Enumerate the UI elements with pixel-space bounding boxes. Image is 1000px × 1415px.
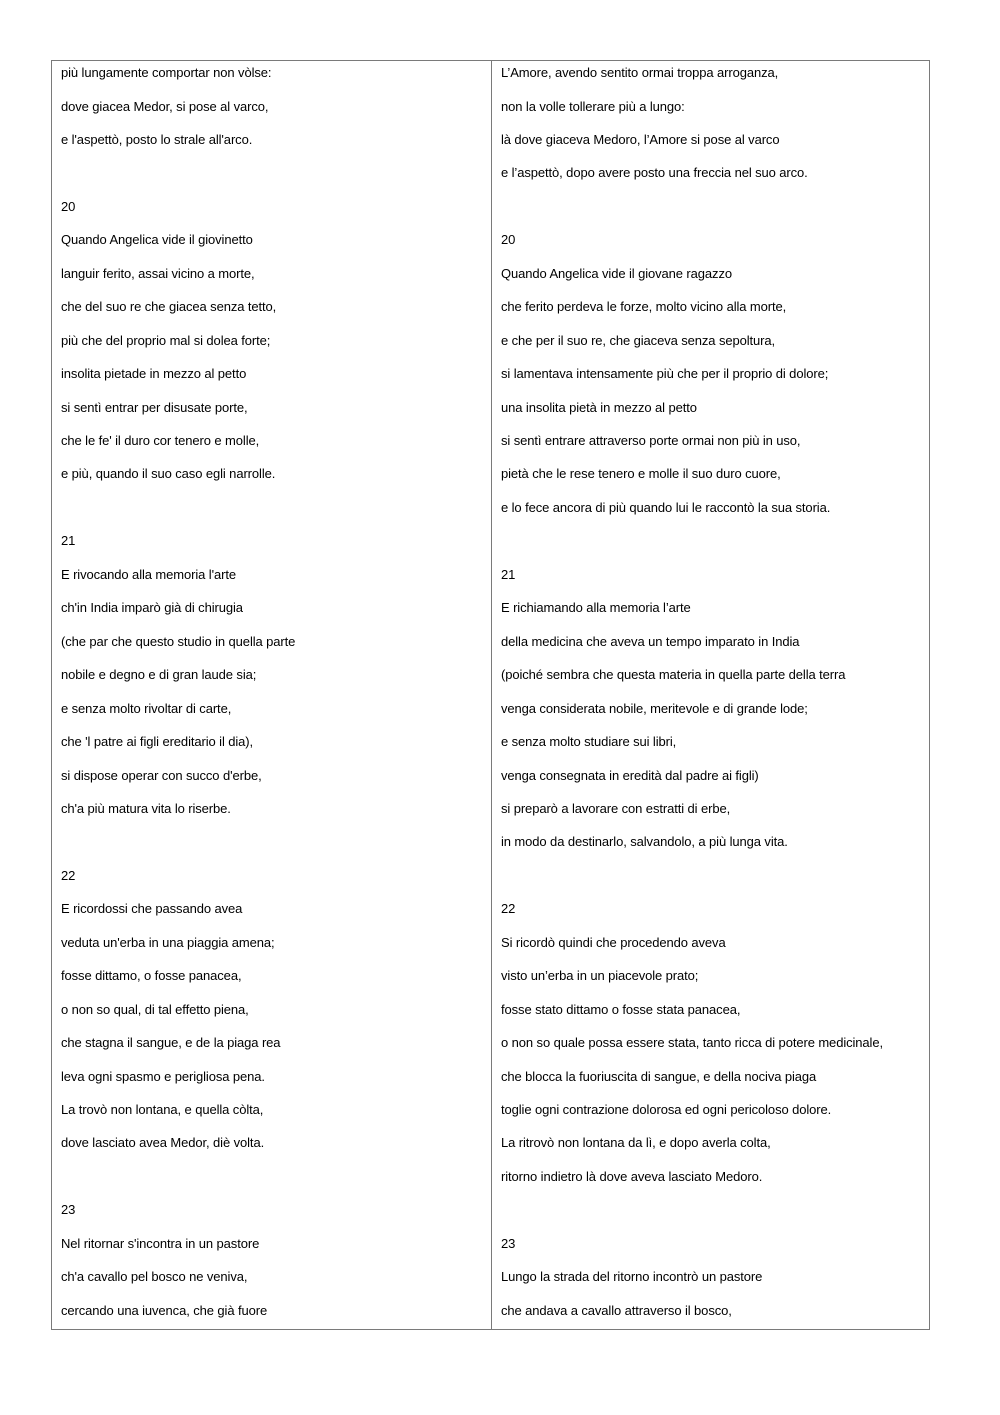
original-stanza-number: 21 — [61, 533, 76, 549]
translation-verse-line: pietà che le rese tenero e molle il suo duro cuore, — [501, 466, 781, 482]
original-verse-line: che stagna il sangue, e de la piaga rea — [61, 1035, 281, 1051]
original-verse-line: che 'l patre ai figli ereditario il dia), — [61, 734, 254, 749]
original-verse-line: o non so qual, di tal effetto piena, — [61, 1001, 249, 1017]
translation-verse-line: toglie ogni contrazione dolorosa ed ogni pericoloso dolore. — [501, 1102, 832, 1117]
original-stanza-number: 20 — [61, 198, 76, 214]
translation-column — [492, 61, 929, 1329]
original-verse-line: Nel ritornar s'incontra in un pastore — [61, 1235, 260, 1251]
original-verse-line: che del suo re che giacea senza tetto, — [61, 299, 277, 315]
original-verse-line: La trovò non lontana, e quella còlta, — [61, 1102, 264, 1117]
original-verse-line: più che del proprio mal si dolea forte; — [61, 332, 271, 348]
translation-stanza-number: 21 — [501, 566, 516, 582]
translation-stanza-number: 20 — [501, 232, 516, 248]
original-verse-line: (che par che questo studio in quella parte — [61, 633, 296, 649]
original-verse-line: nobile e degno e di gran laude sia; — [61, 667, 257, 683]
original-verse-line: Quando Angelica vide il giovinetto — [61, 232, 253, 248]
original-verse-line: e senza molto rivoltar di carte, — [61, 700, 232, 716]
original-verse-line: che le fe' il duro cor tenero e molle, — [61, 433, 260, 448]
translation-verse-line: in modo da destinarlo, salvandolo, a più lunga vita. — [501, 834, 788, 850]
original-verse-line: dove giacea Medor, si pose al varco, — [61, 98, 269, 114]
translation-verse-line: ritorno indietro là dove aveva lasciato Medoro. — [501, 1168, 763, 1184]
translation-verse-line: Lungo la strada del ritorno incontrò un pastore — [501, 1269, 763, 1285]
translation-verse-line: della medicina che aveva un tempo imparato in India — [501, 633, 800, 649]
original-verse-line: languir ferito, assai vicino a morte, — [61, 265, 255, 281]
translation-verse-line: o non so quale possa essere stata, tanto ricca di potere medicinale, — [501, 1035, 883, 1051]
translation-table — [51, 60, 930, 1330]
original-verse-line: si dispose operar con succo d'erbe, — [61, 767, 262, 783]
original-verse-line: cercando una iuvenca, che già fuore — [61, 1302, 268, 1318]
translation-verse-line: che blocca la fuoriuscita di sangue, e della nociva piaga — [501, 1068, 817, 1084]
original-verse-line: fosse dittamo, o fosse panacea, — [61, 968, 242, 984]
translation-verse-line: L’Amore, avendo sentito ormai troppa arroganza, — [501, 65, 779, 80]
original-verse-line: ch'in India imparò già di chirugia — [61, 600, 243, 616]
original-verse-line: leva ogni spasmo e perigliosa pena. — [61, 1068, 265, 1084]
translation-verse-line: non la volle tollerare più a lungo: — [501, 98, 685, 114]
translation-verse-line: e che per il suo re, che giaceva senza sepoltura, — [501, 332, 776, 348]
original-stanza-number: 23 — [61, 1202, 76, 1218]
translation-verse-line: si sentì entrare attraverso porte ormai non più in uso, — [501, 433, 801, 448]
original-verse-line: più lungamente comportar non vòlse: — [61, 65, 272, 80]
original-verse-line: E ricordossi che passando avea — [61, 901, 243, 917]
translation-verse-line: là dove giaceva Medoro, l’Amore si pose al varco — [501, 131, 780, 147]
original-verse-line: dove lasciato avea Medor, diè volta. — [61, 1135, 265, 1151]
original-text-column — [52, 61, 491, 1329]
translation-verse-line: Si ricordò quindi che procedendo aveva — [501, 934, 726, 950]
translation-verse-line: che andava a cavallo attraverso il bosco, — [501, 1302, 732, 1318]
translation-verse-line: venga consegnata in eredità dal padre ai figli) — [501, 767, 759, 783]
original-stanza-number: 22 — [61, 867, 76, 883]
translation-verse-line: che ferito perdeva le forze, molto vicino alla morte, — [501, 299, 787, 315]
translation-verse-line: (poiché sembra che questa materia in quella parte della terra — [501, 667, 846, 683]
original-verse-line: insolita pietade in mezzo al petto — [61, 366, 247, 382]
original-verse-line: ch'a più matura vita lo riserbe. — [61, 800, 231, 816]
translation-verse-line: venga considerata nobile, meritevole e di grande lode; — [501, 700, 808, 716]
translation-verse-line: La ritrovò non lontana da lì, e dopo averla colta, — [501, 1135, 771, 1151]
original-verse-line: veduta un'erba in una piaggia amena; — [61, 934, 275, 950]
translation-verse-line: E richiamando alla memoria l’arte — [501, 600, 691, 616]
translation-stanza-number: 23 — [501, 1235, 516, 1251]
original-verse-line: e l'aspettò, posto lo strale all'arco. — [61, 131, 253, 147]
translation-verse-line: si lamentava intensamente più che per il proprio di dolore; — [501, 366, 829, 382]
translation-verse-line: e lo fece ancora di più quando lui le raccontò la sua storia. — [501, 499, 831, 515]
translation-verse-line: fosse stato dittamo o fosse stata panacea, — [501, 1001, 741, 1017]
translation-verse-line: si preparò a lavorare con estratti di erbe, — [501, 800, 731, 816]
translation-stanza-number: 22 — [501, 901, 516, 917]
original-verse-line: e più, quando il suo caso egli narrolle. — [61, 466, 276, 482]
original-verse-line: ch'a cavallo pel bosco ne veniva, — [61, 1269, 248, 1285]
translation-verse-line: una insolita pietà in mezzo al petto — [501, 399, 697, 415]
translation-verse-line: e l’aspettò, dopo avere posto una freccia nel suo arco. — [501, 165, 808, 181]
translation-verse-line: Quando Angelica vide il giovane ragazzo — [501, 265, 732, 281]
original-verse-line: E rivocando alla memoria l'arte — [61, 566, 236, 582]
translation-verse-line: e senza molto studiare sui libri, — [501, 734, 677, 749]
original-verse-line: si sentì entrar per disusate porte, — [61, 399, 248, 415]
translation-verse-line: visto un’erba in un piacevole prato; — [501, 968, 699, 984]
